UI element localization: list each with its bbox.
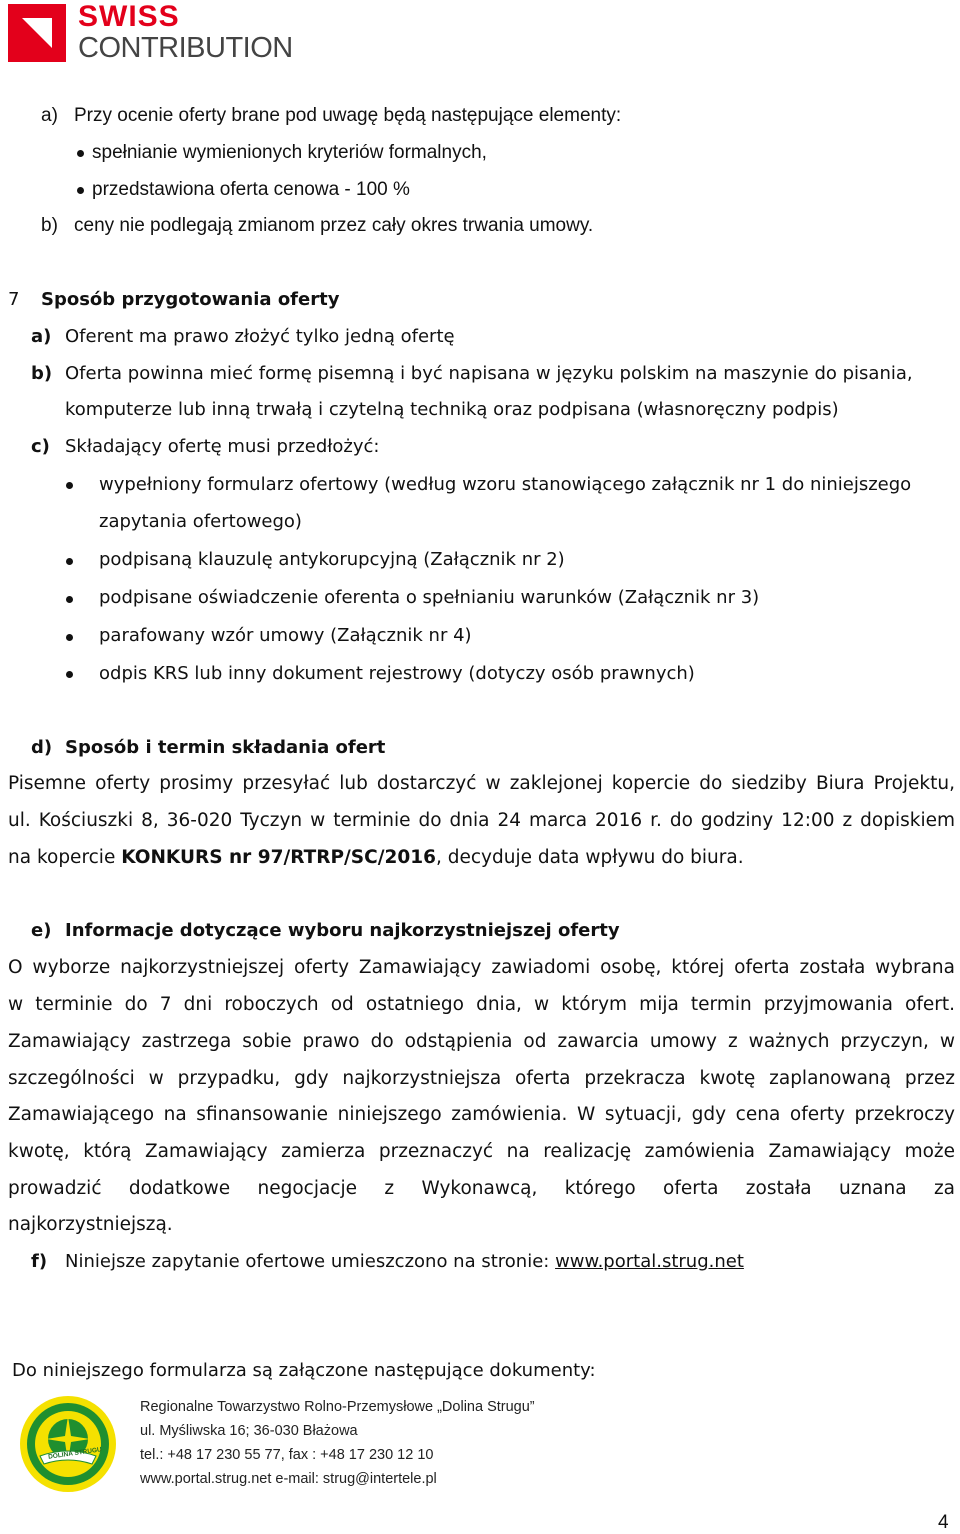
required-doc-item: odpis KRS lub inny dokument rejestrowy (dotyczy osób prawnych): [99, 663, 695, 684]
logo-swiss-text: SWISS: [78, 0, 180, 33]
portal-link[interactable]: www.portal.strug.net: [555, 1251, 744, 1272]
contest-number: KONKURS nr 97/RTRP/SC/2016: [121, 847, 436, 868]
bullet-dot: [66, 634, 73, 641]
criteria-b-label: b): [41, 215, 58, 236]
bullet-dot: [66, 558, 73, 565]
section-e-line: szczególności w przypadku, gdy najkorzystniejsza oferta przekracza kwotę zaplanowaną przez: [8, 1068, 955, 1089]
logo-contribution-text: CONTRIBUTION: [78, 32, 293, 64]
section-e-line: kwotę, którą Zamawiający zamierza przeznaczyć na realizację zamówienia Zamawiający może: [8, 1141, 955, 1162]
section-d-line3-post: , decyduje data wpływu do biura.: [435, 847, 744, 868]
bullet-dot: [66, 596, 73, 603]
page-number: 4: [938, 1512, 949, 1533]
footer-org-name: Regionalne Towarzystwo Rolno-Przemysłowe „Dolina Strugu”: [140, 1399, 535, 1415]
section-7-b-line1: Oferta powinna mieć formę pisemną i być napisana w języku polskim na maszynie do pisania,: [65, 363, 913, 384]
criteria-a-label: a): [41, 105, 58, 126]
swiss-cross-icon: [8, 4, 66, 62]
section-d-line3: [8, 847, 744, 868]
section-d-line1: Pisemne oferty prosimy przesyłać lub dostarczyć w zaklejonej kopercie do siedziby Biura Projektu,: [8, 773, 955, 794]
required-doc-item: wypełniony formularz ofertowy (według wzoru stanowiącego załącznik nr 1 do niniejszego: [99, 474, 912, 495]
section-e-last-line: najkorzystniejszą.: [8, 1214, 173, 1235]
required-doc-item: podpisaną klauzulę antykorupcyjną (Załącznik nr 2): [99, 549, 565, 570]
section-7-number: 7: [8, 289, 20, 310]
footer-address: ul. Myśliwska 16; 36-030 Błażowa: [140, 1423, 358, 1439]
section-d-title: Sposób i termin składania ofert: [65, 737, 386, 758]
footer-phone: tel.: +48 17 230 55 77, fax : +48 17 230 12 10: [140, 1447, 434, 1463]
section-d-line2: ul. Kościuszki 8, 36-020 Tyczyn w terminie do dnia 24 marca 2016 r. do godziny 12:00 z dopiskiem: [8, 810, 955, 831]
section-7-a-label: a): [31, 326, 52, 347]
criteria-bullet-2: przedstawiona oferta cenowa - 100 %: [92, 179, 410, 200]
section-7-b-label: b): [31, 363, 53, 384]
section-d-label: d): [31, 737, 53, 758]
section-e-line: Zamawiającego na sfinansowanie niniejszego zamówienia. W sytuacji, gdy cena oferty przekroczy: [8, 1104, 955, 1125]
criteria-b-text: ceny nie podlegają zmianom przez cały okres trwania umowy.: [74, 215, 594, 236]
required-doc-item-continuation: zapytania ofertowego): [99, 511, 302, 532]
section-f-sentence: Niniejsze zapytanie ofertowe umieszczono na stronie:: [65, 1251, 556, 1272]
section-e-line: prowadzić dodatkowe negocjacje z Wykonawcą, którego oferta została uznana za: [8, 1178, 955, 1199]
section-7-b-line2: komputerze lub inną trwałą i czytelną techniką oraz podpisana (własnoręczny podpis): [65, 399, 839, 420]
section-7-c-text: Składający ofertę musi przedłożyć:: [65, 436, 380, 457]
section-e-label: e): [31, 920, 52, 941]
section-d-line3-pre: na kopercie: [8, 847, 122, 868]
required-doc-item: podpisane oświadczenie oferenta o spełnianiu warunków (Załącznik nr 3): [99, 587, 760, 608]
attachments-heading: Do niniejszego formularza są załączone następujące dokumenty:: [12, 1360, 596, 1381]
bullet-dot: [66, 482, 73, 489]
bullet-dot: [77, 150, 84, 157]
footer-web-email: www.portal.strug.net e-mail: strug@intertele.pl: [140, 1471, 437, 1487]
section-e-title: Informacje dotyczące wyboru najkorzystniejszej oferty: [65, 920, 620, 941]
section-7-title: Sposób przygotowania oferty: [41, 289, 340, 310]
dolina-strugu-logo-text: DOLINA STRUGU: [47, 1446, 103, 1461]
criteria-bullet-1: spełnianie wymienionych kryteriów formalnych,: [92, 142, 487, 163]
swiss-contribution-logo: [8, 0, 308, 66]
section-e-line: Zamawiający zastrzega sobie prawo do odstąpienia od zawarcia umowy z ważnych przyczyn, w: [8, 1031, 955, 1052]
section-f-text: [65, 1251, 744, 1272]
section-e-line: O wyborze najkorzystniejszej oferty Zamawiający zawiadomi osobę, której oferta została wybrana: [8, 957, 955, 978]
dolina-strugu-logo: [18, 1394, 118, 1494]
section-e-line: w terminie do 7 dni roboczych od ostatniego dnia, w którym mija termin przyjmowania ofert.: [8, 994, 955, 1015]
bullet-dot: [66, 671, 73, 678]
section-7-c-label: c): [31, 436, 50, 457]
section-f-label: f): [31, 1251, 48, 1272]
criteria-a-text: Przy ocenie oferty brane pod uwagę będą następujące elementy:: [74, 105, 622, 126]
dolina-strugu-logo-icon: [18, 1394, 118, 1494]
section-7-a-text: Oferent ma prawo złożyć tylko jedną ofertę: [65, 326, 455, 347]
bullet-dot: [77, 187, 84, 194]
required-doc-item: parafowany wzór umowy (Załącznik nr 4): [99, 625, 472, 646]
